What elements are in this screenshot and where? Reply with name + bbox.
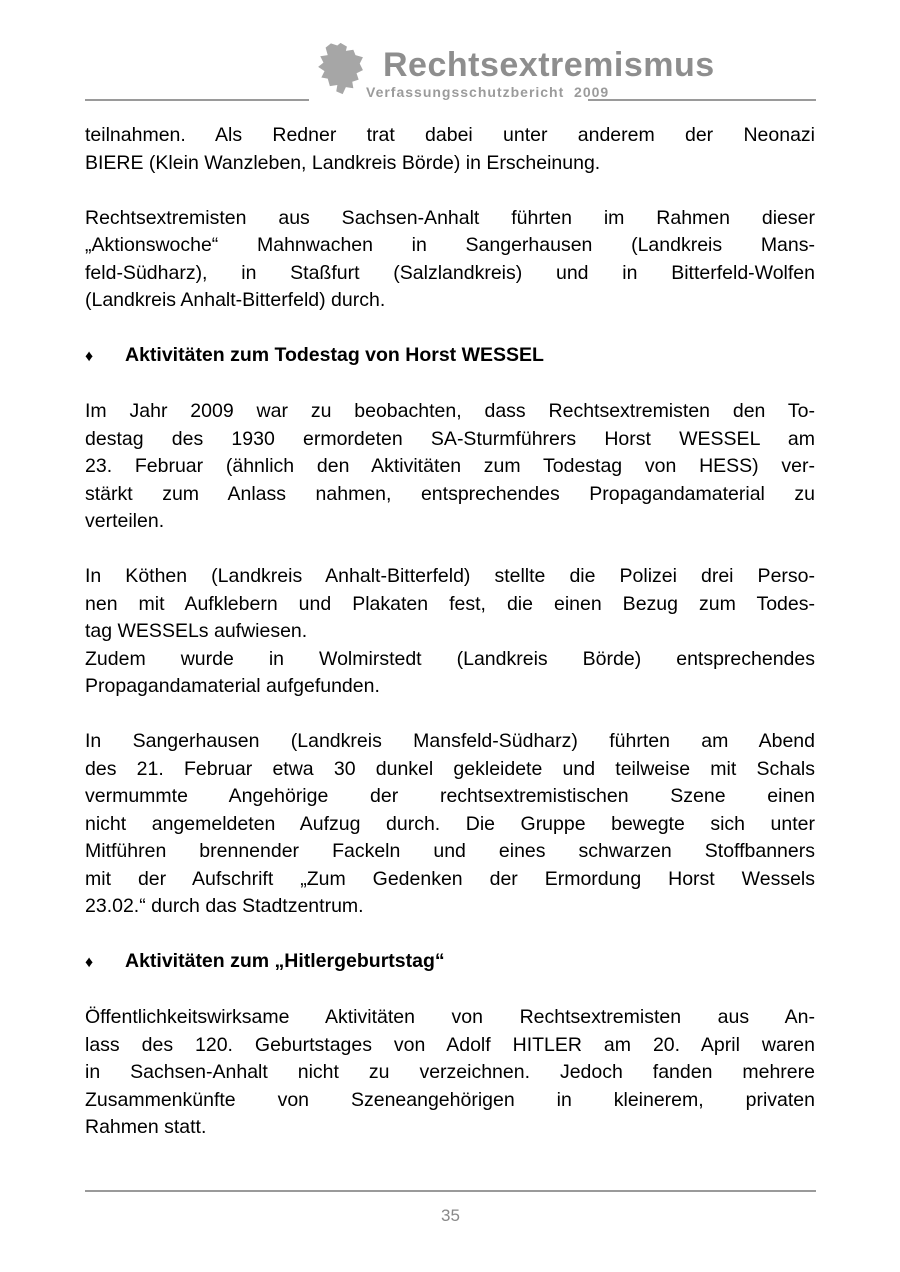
paragraph <box>85 398 815 536</box>
text-line: Rahmen statt. <box>85 1116 207 1138</box>
text-line: Rechtsextremisten aus Sachsen-Anhalt führten im Rahmen dieser <box>85 206 815 229</box>
text-line: „Aktionswoche“ Mahnwachen in Sangerhausen (Landkreis Mans- <box>85 234 815 256</box>
report-subtitle: Verfassungsschutzbericht 2009 <box>366 84 610 100</box>
diamond-bullet-icon: ♦ <box>85 954 94 971</box>
text-line: des 21. Februar etwa 30 dunkel gekleidete und teilweise mit Schals <box>85 757 815 780</box>
header-rule-right <box>588 99 816 101</box>
text-line: Propagandamaterial aufgefunden. <box>85 675 380 697</box>
text-line: Im Jahr 2009 war zu beobachten, dass Rechtsextremisten den To- <box>85 400 815 422</box>
text-line: 23.02.“ durch das Stadtzentrum. <box>85 895 364 917</box>
diamond-bullet-icon: ♦ <box>85 348 94 365</box>
page-header <box>0 0 900 110</box>
text-line: nen mit Aufklebern und Plakaten fest, die einen Bezug zum Todes- <box>85 592 815 615</box>
text-line: verteilen. <box>85 510 165 532</box>
paragraph <box>85 563 815 701</box>
text-line: lass des 120. Geburtstages von Adolf HITLER am 20. April waren <box>85 1033 815 1056</box>
report-title: Rechtsextremismus <box>383 46 715 84</box>
text-line: BIERE (Klein Wanzleben, Landkreis Börde) in Erscheinung. <box>85 151 601 174</box>
document-body <box>85 122 815 1169</box>
text-line: Zudem wurde in Wolmirstedt (Landkreis Börde) entsprechendes <box>85 647 815 670</box>
text-line: feld-Südharz), in Staßfurt (Salzlandkreis) und in Bitterfeld-Wolfen <box>85 261 815 284</box>
text-line: In Sangerhausen (Landkreis Mansfeld-Südharz) führten am Abend <box>85 730 815 752</box>
section-heading-text: Aktivitäten zum Todestag von Horst WESSEL <box>125 344 544 366</box>
text-line: mit der Aufschrift „Zum Gedenken der Ermordung Horst Wessels <box>85 867 815 890</box>
header-rule-left <box>85 99 309 101</box>
paragraph <box>85 728 815 921</box>
paragraph <box>85 205 815 315</box>
section-heading <box>85 948 815 977</box>
paragraph <box>85 122 815 177</box>
footer-rule <box>85 1190 816 1192</box>
paragraph <box>85 1004 815 1142</box>
text-line: 23. Februar (ähnlich den Aktivitäten zum Todestag von HESS) ver- <box>85 455 815 477</box>
page-number: 35 <box>441 1206 460 1225</box>
section-heading-text: Aktivitäten zum „Hitlergeburtstag“ <box>125 950 445 972</box>
text-line: teilnahmen. Als Redner trat dabei unter anderem der Neonazi <box>85 124 815 146</box>
text-line: tag WESSELs aufwiesen. <box>85 620 308 642</box>
text-line: stärkt zum Anlass nahmen, entsprechendes Propagandamaterial zu <box>85 482 815 505</box>
text-line: destag des 1930 ermordeten SA-Sturmführers Horst WESSEL am <box>85 427 815 450</box>
text-line: in Sachsen-Anhalt nicht zu verzeichnen. Jedoch fanden mehrere <box>85 1061 815 1083</box>
section-heading <box>85 342 815 371</box>
text-line: vermummte Angehörige der rechtsextremistischen Szene einen <box>85 785 815 807</box>
text-line: Zusammenkünfte von Szeneangehörigen in kleinerem, privaten <box>85 1088 815 1111</box>
sachsen-anhalt-map-icon <box>316 40 364 98</box>
text-line: (Landkreis Anhalt-Bitterfeld) durch. <box>85 289 386 311</box>
text-line: Mitführen brennender Fackeln und eines schwarzen Stoffbanners <box>85 840 815 862</box>
text-line: nicht angemeldeten Aufzug durch. Die Gruppe bewegte sich unter <box>85 812 815 835</box>
text-line: Öffentlichkeitswirksame Aktivitäten von Rechtsextremisten aus An- <box>85 1006 815 1028</box>
text-line: In Köthen (Landkreis Anhalt-Bitterfeld) stellte die Polizei drei Perso- <box>85 565 815 587</box>
